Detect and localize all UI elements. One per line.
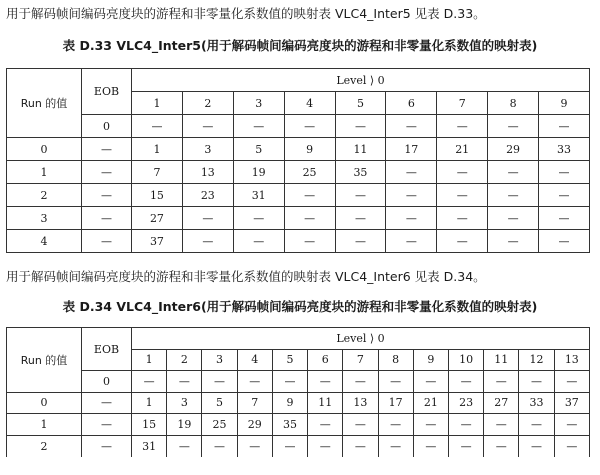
table-row (7, 392, 590, 414)
vlc4-inter5-table (6, 68, 590, 253)
run-value: 2 (7, 435, 82, 457)
table-cell: — (488, 207, 539, 230)
eob-header: EOB (82, 69, 132, 115)
table-cell: — (539, 184, 590, 207)
table-cell: — (378, 371, 413, 393)
table-cell: — (167, 435, 202, 457)
table-cell: 21 (413, 392, 448, 414)
table-row (7, 230, 590, 253)
table-cell: 31 (132, 435, 167, 457)
table-cell: — (413, 414, 448, 436)
run-value: 0 (7, 392, 82, 414)
table-cell: — (202, 435, 237, 457)
table-cell: — (335, 115, 386, 138)
eob-value: 0 (82, 115, 132, 138)
eob-cell: — (82, 230, 132, 253)
table-cell: — (335, 184, 386, 207)
table-cell: 35 (272, 414, 307, 436)
table-cell: — (335, 230, 386, 253)
level-col-header: 9 (539, 92, 590, 115)
run-header: Run 的值 (7, 328, 82, 393)
table-cell: 29 (488, 138, 539, 161)
table-row (7, 184, 590, 207)
run-value: 1 (7, 414, 82, 436)
level-col-header: 2 (167, 349, 202, 371)
table-cell: — (519, 435, 554, 457)
run-header: Run 的值 (7, 69, 82, 138)
table-caption-2: 表 D.34 VLC4_Inter6(用于解码帧间编码亮度块的游程和非零量化系数值的映射表) (62, 299, 538, 314)
table-cell: — (539, 207, 590, 230)
table-cell: 5 (233, 138, 284, 161)
table-cell: — (437, 184, 488, 207)
table-cell: 33 (539, 138, 590, 161)
table-cell: — (182, 207, 233, 230)
table-cell: — (284, 207, 335, 230)
level-header: Level ⟩ 0 (132, 69, 590, 92)
table-row (7, 435, 590, 457)
level-col-header: 3 (202, 349, 237, 371)
table-cell: 37 (554, 392, 589, 414)
table-row (7, 207, 590, 230)
table-cell: — (437, 115, 488, 138)
table-cell: — (237, 371, 272, 393)
table-cell: — (378, 414, 413, 436)
table-cell: 27 (484, 392, 519, 414)
run-value: 2 (7, 184, 82, 207)
intro-text-1: 用于解码帧间编码亮度块的游程和非零量化系数值的映射表 VLC4_Inter5 见表 D.33。 (6, 6, 486, 21)
table-cell: 27 (132, 207, 183, 230)
table-cell: — (539, 115, 590, 138)
table-cell: 3 (182, 138, 233, 161)
table-cell: 9 (272, 392, 307, 414)
eob-cell: — (82, 138, 132, 161)
table-cell: 11 (335, 138, 386, 161)
table-cell: 29 (237, 414, 272, 436)
table-cell: — (539, 230, 590, 253)
table-cell: — (343, 414, 378, 436)
level-col-header: 13 (554, 349, 589, 371)
eob-cell: — (82, 207, 132, 230)
level-col-header: 1 (132, 92, 183, 115)
level-col-header: 1 (132, 349, 167, 371)
table-cell: — (284, 184, 335, 207)
table-cell: 23 (182, 184, 233, 207)
table-cell: — (182, 230, 233, 253)
table-cell: 25 (202, 414, 237, 436)
table-cell: — (167, 371, 202, 393)
table-cell: 25 (284, 161, 335, 184)
table-row (7, 138, 590, 161)
table-cell: 35 (335, 161, 386, 184)
table-caption-1: 表 D.33 VLC4_Inter5(用于解码帧间编码亮度块的游程和非零量化系数值的映射表) (62, 38, 538, 53)
table-cell: 33 (519, 392, 554, 414)
table-cell: — (233, 230, 284, 253)
table-cell: — (233, 115, 284, 138)
vlc4-inter6-table (6, 327, 590, 457)
level-col-header: 5 (272, 349, 307, 371)
eob-value: 0 (82, 371, 132, 393)
run-value: 0 (7, 138, 82, 161)
table-row (7, 414, 590, 436)
eob-row (7, 371, 590, 393)
level-col-header: 11 (484, 349, 519, 371)
table-cell: — (335, 207, 386, 230)
table-cell: — (488, 115, 539, 138)
table-cell: — (448, 414, 483, 436)
table-cell: 31 (233, 184, 284, 207)
table-cell: — (272, 371, 307, 393)
table-cell: — (488, 161, 539, 184)
level-col-header: 9 (413, 349, 448, 371)
level-col-header: 6 (308, 349, 343, 371)
level-col-header: 6 (386, 92, 437, 115)
table-cell: 1 (132, 138, 183, 161)
intro-text-2: 用于解码帧间编码亮度块的游程和非零量化系数值的映射表 VLC4_Inter6 见表 D.34。 (6, 269, 486, 284)
table-cell: — (448, 371, 483, 393)
level-col-header: 8 (378, 349, 413, 371)
table-cell: 21 (437, 138, 488, 161)
table-cell: — (554, 435, 589, 457)
table-cell: 1 (132, 392, 167, 414)
table-cell: — (308, 414, 343, 436)
table-cell: — (413, 371, 448, 393)
table-cell: — (272, 435, 307, 457)
table-cell: — (308, 435, 343, 457)
table-cell: — (182, 115, 233, 138)
table-cell: — (132, 115, 183, 138)
table-cell: 15 (132, 184, 183, 207)
table-cell: 23 (448, 392, 483, 414)
level-col-header: 8 (488, 92, 539, 115)
level-col-header: 3 (233, 92, 284, 115)
table-cell: — (484, 414, 519, 436)
table-cell: 9 (284, 138, 335, 161)
table-cell: 13 (343, 392, 378, 414)
level-col-header: 4 (284, 92, 335, 115)
level-col-header: 7 (343, 349, 378, 371)
table-cell: — (539, 161, 590, 184)
table-cell: — (343, 371, 378, 393)
table-cell: 11 (308, 392, 343, 414)
table-cell: 15 (132, 414, 167, 436)
table-cell: — (484, 371, 519, 393)
table-cell: — (386, 230, 437, 253)
eob-cell: — (82, 392, 132, 414)
level-col-header: 10 (448, 349, 483, 371)
eob-header: EOB (82, 328, 132, 371)
table-cell: — (484, 435, 519, 457)
eob-cell: — (82, 435, 132, 457)
table-cell: — (554, 414, 589, 436)
table-cell: — (284, 115, 335, 138)
table-cell: 7 (132, 161, 183, 184)
level-col-header: 2 (182, 92, 233, 115)
run-value: 4 (7, 230, 82, 253)
header-row (7, 328, 590, 350)
table-cell: — (378, 435, 413, 457)
eob-cell: — (82, 414, 132, 436)
table-cell: — (386, 115, 437, 138)
table-cell: 17 (386, 138, 437, 161)
table-cell: — (519, 371, 554, 393)
table-cell: 17 (378, 392, 413, 414)
run-value: 1 (7, 161, 82, 184)
header-row (7, 69, 590, 92)
table-cell: — (554, 371, 589, 393)
table-cell: — (413, 435, 448, 457)
table-cell: — (284, 230, 335, 253)
level-col-header: 4 (237, 349, 272, 371)
table-cell: — (437, 230, 488, 253)
table-cell: — (448, 435, 483, 457)
table-cell: — (308, 371, 343, 393)
table-cell: 13 (182, 161, 233, 184)
table-cell: 7 (237, 392, 272, 414)
table-cell: — (386, 207, 437, 230)
level-col-header: 7 (437, 92, 488, 115)
table-cell: — (343, 435, 378, 457)
table-cell: — (202, 371, 237, 393)
table-cell: — (237, 435, 272, 457)
table-cell: — (437, 161, 488, 184)
table-cell: — (519, 414, 554, 436)
table-cell: — (132, 371, 167, 393)
table-cell: — (488, 184, 539, 207)
table-cell: — (386, 184, 437, 207)
table-cell: 5 (202, 392, 237, 414)
table-cell: 19 (233, 161, 284, 184)
eob-cell: — (82, 161, 132, 184)
table-cell: 3 (167, 392, 202, 414)
table-cell: — (386, 161, 437, 184)
table-cell: — (488, 230, 539, 253)
table-row (7, 161, 590, 184)
table-cell: — (437, 207, 488, 230)
table-cell: 37 (132, 230, 183, 253)
eob-cell: — (82, 184, 132, 207)
run-value: 3 (7, 207, 82, 230)
level-header: Level ⟩ 0 (132, 328, 590, 350)
table-cell: — (233, 207, 284, 230)
table-cell: 19 (167, 414, 202, 436)
level-col-header: 12 (519, 349, 554, 371)
eob-row (7, 115, 590, 138)
level-col-header: 5 (335, 92, 386, 115)
